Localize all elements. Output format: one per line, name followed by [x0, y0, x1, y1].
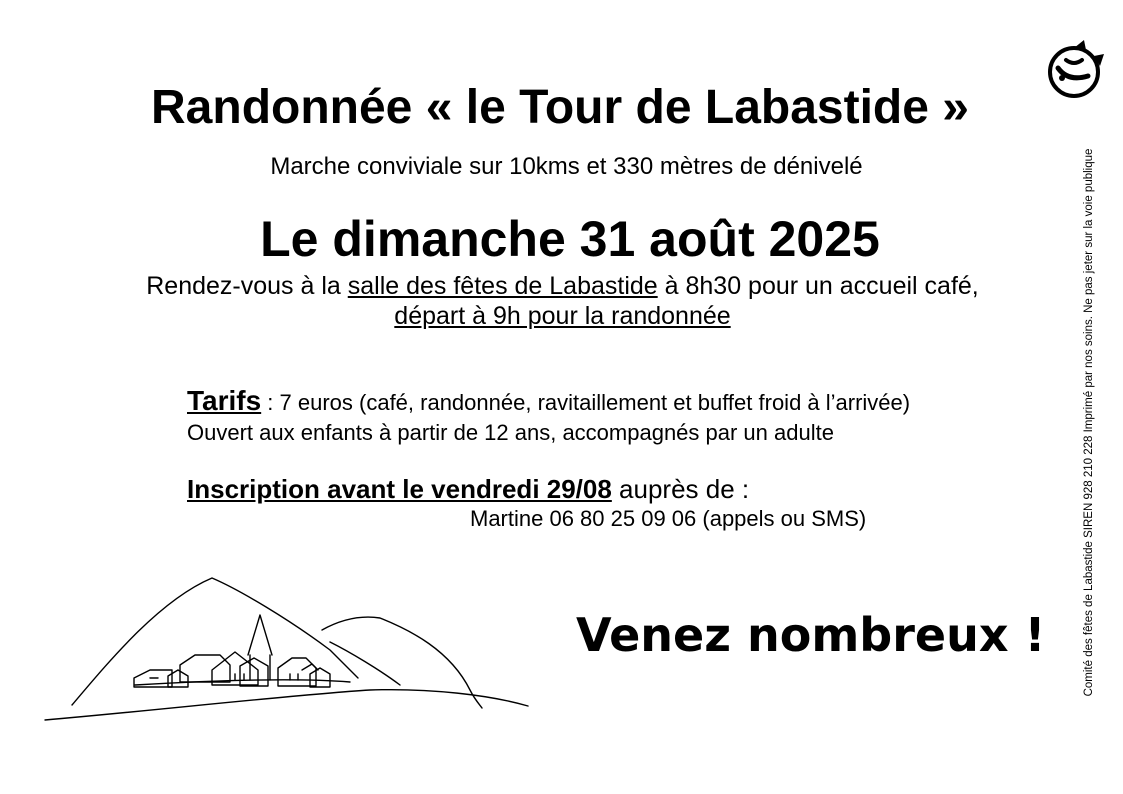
- inscription-line: [187, 474, 1017, 505]
- rendezvous-suffix: à 8h30 pour un accueil café,: [657, 272, 979, 300]
- page-title: Randonnée « le Tour de Labastide »: [151, 81, 969, 134]
- inscription-text: auprès de :: [611, 474, 750, 504]
- tarifs-line: [187, 385, 1017, 417]
- rendezvous-line: [60, 272, 1065, 301]
- subtitle: Marche conviviale sur 10kms et 330 mètres de dénivelé: [270, 153, 863, 180]
- footer-vertical-container: [1078, 100, 1104, 745]
- footer-vertical-text: Comité des fêtes de Labastide SIREN 928 210 228 Imprimé par nos soins. Ne pas jeter sur la voie publique: [1083, 148, 1095, 697]
- rendezvous-place: salle des fêtes de Labastide: [347, 272, 658, 300]
- inscription-heading: Inscription avant le vendredi 29/08: [187, 474, 612, 504]
- event-date: Le dimanche 31 août 2025: [260, 211, 880, 267]
- departure-line: [60, 302, 1065, 331]
- recycling-logo-icon: [1044, 38, 1106, 100]
- tarifs-text: : 7 euros (café, randonnée, ravitaillement et buffet froid à l’arrivée): [261, 390, 911, 415]
- tarifs-heading: Tarifs: [187, 385, 262, 416]
- children-info: Ouvert aux enfants à partir de 12 ans, accompagnés par un adulte: [187, 420, 834, 445]
- rendezvous-prefix: Rendez-vous à la: [146, 272, 348, 300]
- contact-info: Martine 06 80 25 09 06 (appels ou SMS): [470, 506, 867, 531]
- departure-text: départ à 9h pour la randonnée: [394, 302, 731, 330]
- mountain-village-illustration: [40, 570, 540, 735]
- call-to-action: Venez nombreux !: [576, 608, 1046, 662]
